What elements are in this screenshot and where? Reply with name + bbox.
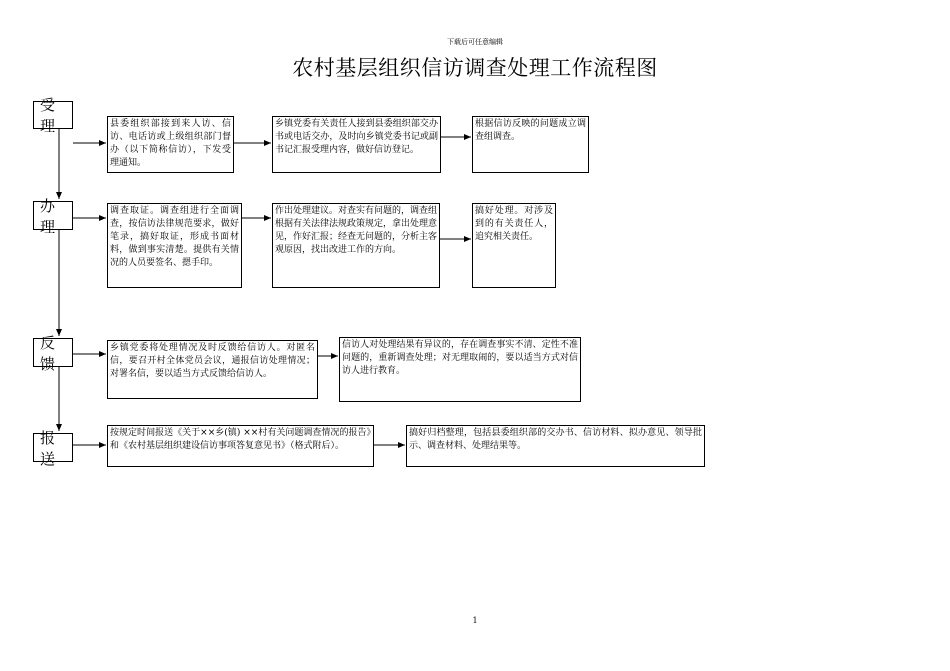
stage-handle: 办 理 <box>33 201 73 230</box>
accept-step-3: 根据信访反映的问题成立调查组调查。 <box>472 116 589 173</box>
report-step-2: 搞好归档整理，包括县委组织部的交办书、信访材料、拟办意见、领导批示、调查材料、处理结果等。 <box>406 425 705 467</box>
handle-step-1: 调查取证。调查组进行全面调查，按信访法律规范要求，做好笔录，搞好取证，形成书面材料，做到事实清楚。提供有关情况的人员要签名、摁手印。 <box>107 203 242 288</box>
feedback-step-1: 乡镇党委将处理情况及时反馈给信访人。对匿名信，要召开村全体党员会议，通报信访处理情况；对署名信，要以适当方式反馈给信访人。 <box>107 340 318 399</box>
page-title: 农村基层组织信访调查处理工作流程图 <box>292 56 658 80</box>
stage-feedback: 反 馈 <box>33 338 73 367</box>
handle-step-3: 搞好处理。对涉及到的有关责任人，追究相关责任。 <box>472 203 556 288</box>
page-number: 1 <box>472 616 478 625</box>
header-note: 下载后可任意编辑 <box>447 38 503 46</box>
accept-step-2: 乡镇党委有关责任人接到县委组织部交办书或电话交办，及时向乡镇党委书记或副书记汇报受理内容，做好信访登记。 <box>272 116 441 173</box>
accept-step-1: 县委组织部接到来人访、信访、电话访或上级组织部门督办（以下简称信访），下发受理通知。 <box>107 116 234 173</box>
report-step-1: 按规定时间报送《关于××乡(镇) ××村有关问题调查情况的报告》和《农村基层组织建设信访事项答复意见书》（格式附后）。 <box>107 425 374 467</box>
stage-report: 报 送 <box>33 433 73 462</box>
feedback-step-2: 信访人对处理结果有异议的，存在调查事实不清、定性不准问题的，重新调查处理；对无理取闹的，要以适当方式对信访人进行教育。 <box>339 337 581 402</box>
stage-accept: 受 理 <box>33 101 73 129</box>
handle-step-2: 作出处理建议。对查实有问题的，调查组根据有关法律法规政策规定，拿出处理意见，作好汇报；经查无问题的，分析主客观原因，找出改进工作的方向。 <box>272 203 440 288</box>
